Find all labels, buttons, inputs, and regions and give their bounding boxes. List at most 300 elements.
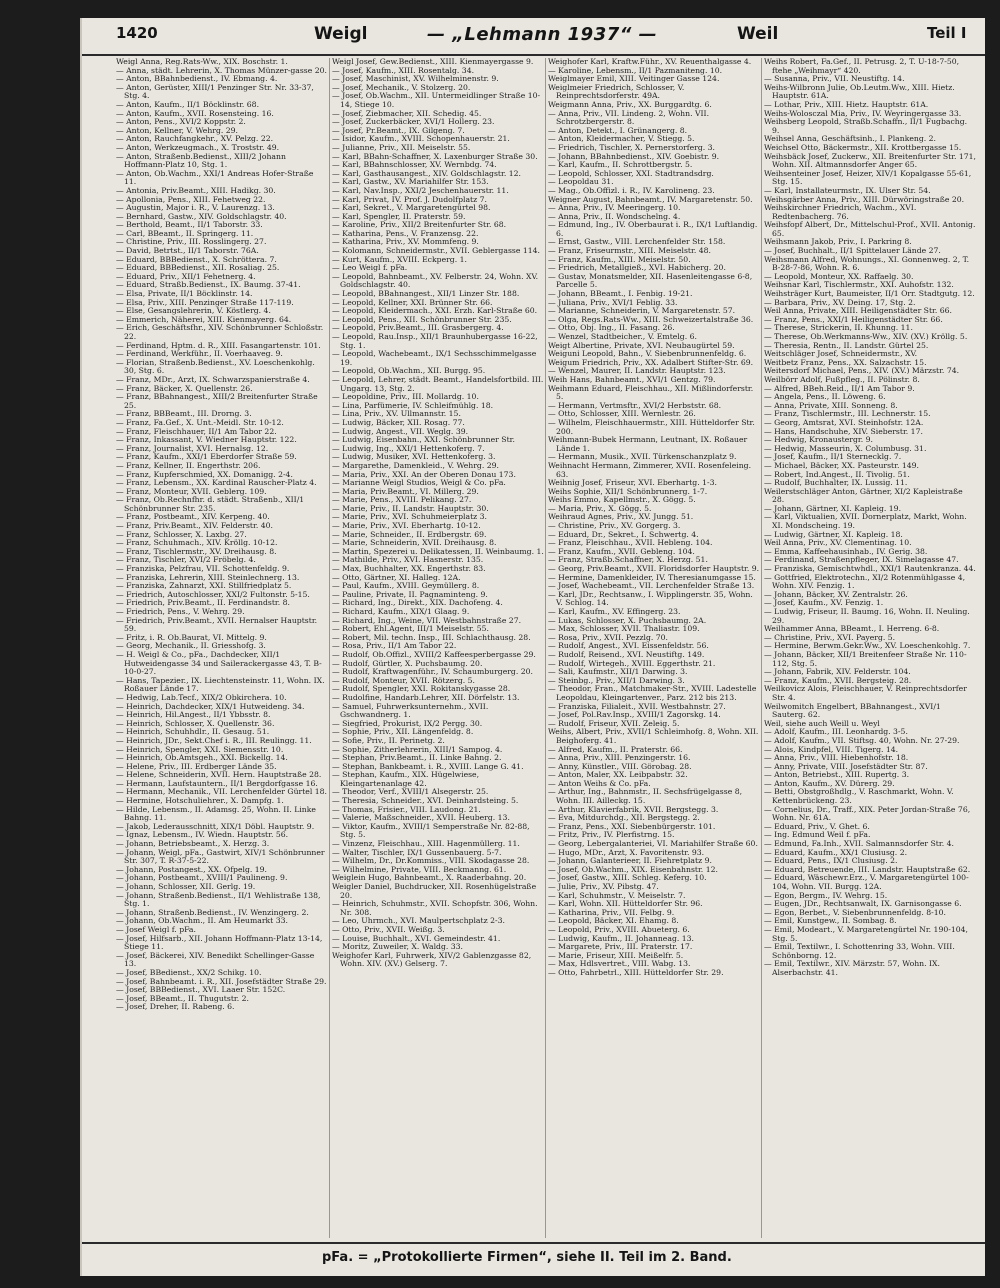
- directory-entry: — Ludwig, Kaufm., II. Johanneag. 13.: [548, 933, 694, 943]
- directory-entry: — Eduard, Pens., IX/1 Clusiusg. 2.: [764, 856, 898, 866]
- directory-entry: — Rudolf, Friseur, XVII. Zeleig. 5.: [548, 718, 680, 728]
- directory-entry: — Florian, Straßenb.Bedienst., XV. Loeschenkohlg. 30, Stg. 6.: [116, 357, 315, 376]
- directory-entry: — Alfred, BBeh.Reid., II/1 Am Tabor 9.: [764, 383, 915, 393]
- directory-entry: — Ferdinand, Hptm. d. R., XIII. Fasangartenstr. 101.: [116, 340, 321, 350]
- directory-entry: — Helene, Priv., III. Erdberger Lände 35.: [116, 761, 277, 771]
- directory-entry: — Josef, Wachebeamt., VII. Lerchenfelder Straße 13.: [548, 581, 755, 591]
- directory-entry: — Marie, Priv., XVI. Eberhartg. 10-12.: [332, 521, 481, 531]
- directory-entry: Weihmann-Bubek Hermann, Leutnant, IX. Roßauer Lände 1.: [548, 435, 748, 453]
- directory-entry: — Anna, Priv., IV. Meeringerg. 10.: [548, 203, 681, 213]
- directory-entry: — Anton, Werkzeugmach., X. Troststr. 49.: [116, 142, 280, 152]
- directory-entry: — Juliana, Priv., XVI/1 Feblig. 33.: [548, 297, 678, 307]
- directory-entry: — Friedrich, Autoschlosser, XXI/2 Fultonstr. 5-15.: [116, 589, 310, 599]
- directory-entry: — Ignaz, Lebensm., IV. Wiedn. Hauptstr. 56.: [116, 830, 289, 840]
- directory-entry: — Leopold, Ob.Wachm., XII. Burgg. 95.: [332, 366, 486, 376]
- directory-entry: — Hedwig, Masseurin, X. Columbusg. 31.: [764, 443, 927, 453]
- page-header: [82, 18, 985, 56]
- directory-entry: — Josef, Gastw., XIII. Schleg. Keferg. 10.: [548, 873, 707, 883]
- directory-entry: Weitschläger Josef, Schneidermstr., XV.: [764, 349, 918, 359]
- directory-entry: — Marianne, Schneiderin, V. Margaretenstr. 57.: [548, 306, 736, 316]
- directory-entry: — Ing. Edmund Weil f. pFa.: [764, 830, 871, 840]
- directory-entry: — Eduard, Wäschewr.Erz., V. Margaretengürtel 100-104, Wohn. VII. Burgg. 12A.: [764, 873, 969, 891]
- directory-entry: — Ludwig, Gärtner, XI. Kapleig. 18.: [764, 529, 903, 539]
- directory-entry: — Heinrich, Spengler, XXI. Siemensstr. 10.: [116, 744, 284, 754]
- directory-entry: — Franziska, Filialeit., XVII. Westbahnstr. 27.: [548, 701, 726, 711]
- directory-entry: — Franz, Pens., XXI. Siebenbürgerstr. 101.: [548, 821, 716, 831]
- directory-entry: — Theresia, Rentn., II. Landstr. Gürtel 25.: [764, 340, 929, 350]
- directory-entry: — Anton, Maler, XX. Leibpabstr. 32.: [548, 770, 688, 780]
- directory-entry: Weih Hans, Bahnbeamt., XVI/1 Gentzg. 79.: [548, 374, 716, 384]
- directory-entry: — Georg, Lebergalanteriei, VI. Mariahilfer Straße 60.: [548, 839, 758, 849]
- directory-entry: — Josef, Bahnbeamt. i. R., XII. Josefstädter Straße 29.: [116, 976, 327, 986]
- directory-entry: — Emmerich, Näherei, XIII. Kienmayerg. 64.: [116, 314, 292, 324]
- directory-entry: — Maria, Priv.Beamt., VI. Millerg. 29.: [332, 486, 479, 496]
- directory-entry: — Kolomann, Schneidermstr., XVII. Geblergasse 114.: [332, 246, 540, 256]
- directory-entry: Weihsbäck Josef, Zuckerw., XII. Breitenfurter Str. 171, Wohn. XII. Altmannsdorfer Anger 65.: [764, 151, 976, 170]
- directory-entry: — Max, Hdlsvertret., VIII. Wabg. 13.: [548, 959, 691, 969]
- directory-entry: — Louise, Buchhalt., XVI. Gemeindestr. 41.: [332, 933, 501, 943]
- directory-entry: — Gustav, Monatsmelder, XII. Hasenleitengasse 6-8, Parcelle 5.: [548, 271, 753, 290]
- directory-entry: — Christine, Priv., XVI. Payerg. 5.: [764, 632, 896, 642]
- directory-entry: — Elsa, Priv., XIII. Penzinger Straße 117-119.: [116, 297, 294, 307]
- directory-entry: — Johann, Postbeamt., XVIII/1 Paulineng. 9.: [116, 873, 288, 883]
- directory-entry: — Leopold, Kleidermach., XXI. Erzh. Karl-Straße 60.: [332, 306, 538, 316]
- directory-entry: — Anna, Private, XIII. Sonneng. 8.: [764, 400, 898, 410]
- directory-entry: Weil Anna, Priv., XV. Clementinag. 10.: [764, 538, 912, 548]
- directory-entry: — Margarete, Priv., III. Praterstr. 17.: [548, 942, 693, 952]
- directory-entry: — Katharina, Priv., VII. Felbg. 9.: [548, 907, 675, 917]
- directory-entry: — Anton, Kaufm., XVII. Rosensteing. 16.: [116, 108, 274, 118]
- directory-entry: — Alois, Kindpfel, VIII. Tigerg. 14.: [764, 744, 899, 754]
- directory-entry: — Franz, Kupferschmied, XX. Domanigg. 2-4.: [116, 469, 293, 479]
- directory-entry: — Anny, Private, VIII. Josefstädter Str. 87.: [764, 761, 928, 771]
- directory-entry: — Erich, Geschäftsfhr., XIV. Schönbrunner Schloßstr. 22.: [116, 323, 324, 341]
- directory-entry: — Rudolf, Monteur, XVII. Rötzerg. 5.: [332, 675, 476, 685]
- directory-entry: — Johann, Straßenb.Bedienst., II/1 Wehlistraße 138, Stg. 1.: [116, 890, 321, 909]
- directory-entry: — Adolf, Kaufm., VII. Stiftsg. 40, Wohn. Nr. 27-29.: [764, 735, 960, 745]
- directory-entry: — Johann, Gärtner, XI. Kapleig. 19.: [764, 503, 902, 513]
- directory-entry: — Marie, Schneider., II. Erdbergstr. 69.: [332, 529, 487, 539]
- directory-entry: — Franz, Journalist, XVI. Hernalsg. 12.: [116, 443, 269, 453]
- directory-entry: — Hermann, Musik., XVII. Türkenschanzplatz 9.: [548, 452, 737, 462]
- directory-entry: Weihmann Eduard, Fleischhau., XII. Mißlindorferstr. 5.: [548, 383, 754, 402]
- column-2: [332, 58, 544, 1238]
- directory-entry: — Barbara, Priv., XV. Deing. 17, Stg. 2.: [764, 297, 916, 307]
- directory-entry: Weihs, Albert, Priv., XVII/1 Schleimhofg. 8, Wohn. XII. Beighoferg. 41.: [548, 727, 759, 745]
- directory-entry: — Sali, Kaufmstr., XII/1 Darwing. 3.: [548, 667, 688, 677]
- directory-entry: — Katharina, Priv., XV. Mommfeng. 9.: [332, 237, 479, 247]
- directory-entry: — Ludwig, Ing., XXI/1 Hettenkoferg. 7.: [332, 443, 485, 453]
- directory-entry: — Anton, Kaufm., XV. Dürerg. 29.: [764, 778, 895, 788]
- directory-entry: — Leopold, Lehrer, städt. Beamt., Handelsfortbild. III. Ungarg. 13, Stg. 2.: [332, 374, 544, 393]
- directory-entry: — Sophie, Zitherlehrerin, XIII/1 Sampog. 4.: [332, 744, 503, 754]
- directory-entry: Weiglmeier Friedrich, Schlosser, V. Reinprechtsdorferstr. 49A.: [548, 82, 685, 101]
- directory-entry: — Ferdinand, Straßenpfleger, IX. Simelagasse 47.: [764, 555, 959, 565]
- directory-entry: — Stephan, Priv.Beamt., II. Linke Bahng. 2.: [332, 753, 502, 763]
- directory-entry: — Vinzenz, Fleischhau., XIII. Hagenmüllerg. 11.: [332, 839, 520, 849]
- directory-entry: Weihs Sophie, XII/1 Schönbrunnerg. 1-7.: [548, 486, 708, 496]
- directory-entry: — Eduard, Priv., XII/1 Fehetnerg. 4.: [116, 271, 256, 281]
- directory-entry: — Olga, Regs.Rats-Ww., XIII. Schweizertalstraße 36.: [548, 314, 754, 324]
- directory-entry: — Katharina, Pens., V. Franzensg. 22.: [332, 228, 479, 238]
- directory-entry: — Richard, Ing., Direkt., XIX. Dachofeng. 4.: [332, 598, 503, 608]
- directory-entry: — Edmund, Ing., IV. Oberbaurat i. R., IX/1 Luftlandig. 6.: [548, 220, 758, 238]
- directory-entry: Weilbörr Adolf, Fußpfleg., II. Pölinstr. 8.: [764, 374, 920, 384]
- directory-entry: — Leo, Uhrmch., XVI. Maulpertschplatz 2-3.: [332, 916, 505, 926]
- directory-entry: — Eduard, Straßb.Bedienst., IX. Baumg. 37-41.: [116, 280, 301, 290]
- directory-entry: — Franz, Fa.Gef., X. Unt.-Meidl. Str. 10-12.: [116, 417, 284, 427]
- directory-entry: — Johann, Fabrik, XIV. Felderstr. 104.: [764, 667, 911, 677]
- directory-entry: — Rudolf, Ob.Offizl., XVIII/2 Kaffeesperbergasse 29.: [332, 649, 536, 659]
- directory-entry: Weighofer Karl, Kraftw.Führ., XV. Reuenthalgasse 4.: [548, 58, 752, 66]
- directory-entry: — Viktor, Kaufm., XVIII/1 Semperstraße Nr. 82-88, Stg. 5.: [332, 821, 530, 840]
- directory-entry: — Arthur, Ing., Bahnmstr., II. Sechsfrügelgasse 8, Wohn. III. Ailleckg. 15.: [548, 787, 743, 806]
- directory-entry: — Robert, Ind.Angest., II. Tivolig. 51.: [764, 469, 910, 479]
- directory-entry: Weihsfopf Albert, Dr., Mittelschul-Prof., XVII. Antonig. 65.: [764, 220, 976, 238]
- directory-entry: — Leopold, Priv., XVIII. Abueterg. 6.: [548, 924, 690, 934]
- directory-entry: — Eduard, Dr., Sekret., I. Schwertg. 4.: [548, 529, 699, 539]
- directory-entry: — Marianne Weigl Studios, Weigl & Co. pFa.: [332, 478, 506, 488]
- directory-entry: Weihskirchner Friedrich, Wachm., XVI. Redtenbacherg. 76.: [764, 203, 917, 221]
- directory-entry: — Anna, Priv., VII. Lindeng. 2, Wohn. VII. Schrotzbergerstr. 8.: [548, 108, 710, 127]
- directory-entry: — Karl, Kaufm., II. Schrottbergstr. 5.: [548, 160, 693, 170]
- directory-entry: — Marie, Priv., XVI. Schuhmeierplatz 3.: [332, 512, 487, 522]
- directory-entry: — Karl, BBahnschlosser, XV. Wernbdg. 74.: [332, 160, 497, 170]
- directory-entry: — Ludwig, Musiker, XVI. Hettenkoferg. 3.: [332, 452, 496, 462]
- directory-entry: — Hedwig, Lab.Tecf., XIX/2 Obkirchera. 10.: [116, 692, 287, 702]
- directory-entry: — Ludwig, Friseur, II. Baumg. 16, Wohn. II. Neuling. 29.: [764, 607, 970, 625]
- directory-entry: — Heinrich, JDr., Sekt.Chef i. R., III. Reulingg. 11.: [116, 735, 312, 745]
- directory-entry: — Arthur, Klavierfabrik, XVII. Bergstegg. 3.: [548, 804, 719, 814]
- directory-entry: — Franz, Inkassant, V. Wiedner Hauptstr. 122.: [116, 435, 297, 445]
- directory-entry: — Wenzel, Maurer, II. Landstr. Hauptstr. 123.: [548, 366, 726, 376]
- directory-entry: — Anna, Priv., VIII. Hiebenhofstr. 18.: [764, 753, 909, 763]
- directory-entry: — Heinrich, Schuhmstr., XVII. Schopfstr. 306, Wohn. Nr. 308.: [332, 899, 538, 917]
- directory-entry: — Anton, BBahnbedienst., IV. Ebmang. 4.: [116, 74, 278, 84]
- directory-entry: — Anna, Priv., XIII. Penzingerstr. 16.: [548, 753, 691, 763]
- directory-entry: — Anton, Kaufm., II/1 Böcklinstr. 68.: [116, 99, 260, 109]
- directory-entry: Weihnig Josef, Friseur, XVI. Eberhartg. 1-3.: [548, 478, 717, 488]
- directory-entry: — Franz, Fleischhau., XVII. Hebleng. 104.: [548, 538, 713, 548]
- directory-entry: — Marie, Schneiderin, XVII. Dreihausg. 8.: [332, 538, 497, 548]
- directory-entry: — Franz, Kaufm., XVII. Gebleng. 104.: [548, 546, 695, 556]
- directory-entry: — Franz, Bäcker, X. Quellenstr. 26.: [116, 383, 253, 393]
- directory-entry: — Isidor, Kaufm., XVIII. Schopenhauerstr. 21.: [332, 134, 510, 144]
- directory-entry: — Paul, Kaufm., XVIII. Geymüllerg. 8.: [332, 581, 480, 591]
- directory-entry: Weigl Anna, Reg.Rats-Ww., XIX. Boschstr. 1.: [116, 58, 288, 66]
- directory-entry: — Anna, Priv., II. Wondschelng. 4.: [548, 211, 681, 221]
- directory-entry: — Theresia, Schneider., XVI. Deinhardsteing. 5.: [332, 796, 519, 806]
- directory-entry: — Rudolf, Spengler, XXI. Rokitanskygasse 28.: [332, 684, 511, 694]
- directory-entry: — Franz, Friseurmstr., XIII. Meiselstr. 48.: [548, 246, 711, 256]
- directory-entry: — Leopold, Rau.Insp., XII/1 Braunhubergasse 16-22, Stg. 1.: [332, 332, 538, 350]
- directory-entry: — Wilhelmine, Private, VIII. Beckmanng. 61.: [332, 864, 507, 874]
- directory-entry: — Max, Buchhalter, XX. Engerthstr. 83.: [332, 564, 486, 574]
- directory-entry: — Ludwig, Bäcker, XII. Rosag. 77.: [332, 417, 465, 427]
- directory-entry: — Johann, Postangest., XX. Ofpelg. 19.: [116, 864, 268, 874]
- directory-entry: — Karoline, Priv., XII/2 Breitenfurter Str. 68.: [332, 220, 507, 230]
- directory-entry: — Otto, Obj. Ing., II. Fasang. 26.: [548, 323, 675, 333]
- directory-entry: — Josef, Pr.Beamt., IX. Gilgeng. 7.: [332, 125, 465, 135]
- directory-entry: — Franziska, Zahnarzt, XXI. Stillfriedplatz 5.: [116, 581, 292, 591]
- column-4: [764, 58, 976, 1238]
- directory-entry: — Josef, Mechanik., V. Stolzerg. 20.: [332, 82, 471, 92]
- directory-entry: — Marie, Priv., II. Landstr. Hauptstr. 30.: [332, 503, 489, 513]
- directory-entry: — Anton, Detekt., I. Grünangerg. 8.: [548, 125, 688, 135]
- directory-entry: — Friedrich, Metallgieß., XVI. Habicherg. 20.: [548, 263, 726, 273]
- directory-entry: — Julianne, Priv., XII. Meiselstr. 55.: [332, 142, 471, 152]
- directory-entry: Weihsel Anna, Geschäftsinh., I. Plankeng. 2.: [764, 134, 936, 144]
- directory-entry: — Anton, Kleidermacher, V. Stiegg. 5.: [548, 134, 695, 144]
- directory-entry: — Franziska, Lehrerin, XIII. Steinlechnerg. 13.: [116, 572, 300, 582]
- directory-page: [80, 18, 985, 1276]
- directory-entry: — Franz, Kaufm., XVII. Bergsteig. 28.: [764, 675, 912, 685]
- directory-entry: — Maria, Priv., X. Gögg. 5.: [548, 503, 652, 513]
- directory-entry: — Anna, städt. Lehrerin, X. Thomas Münzer-gasse 20.: [116, 65, 327, 75]
- directory-entry: Weilkovicz Alois, Fleischhauer, V. Reinprechtsdorfer Str. 4.: [764, 684, 967, 702]
- directory-entry: — Rudolf, Angest., XVI. Eissenfeldstr. 56.: [548, 641, 709, 651]
- directory-entry: — Marie, Pens., XVIII. Pelikang. 27.: [332, 495, 472, 505]
- directory-entry: — Alfred, Kaufm., II. Praterstr. 66.: [548, 744, 683, 754]
- directory-entry: Weigner August, Bahnbeamt., IV. Margaretenstr. 50.: [548, 194, 753, 204]
- directory-entry: — Johann, Galanterieer, II. Fiehretplatz 9.: [548, 856, 712, 866]
- directory-entry: — Josef, Bäckerei, XIV. Benedikt Schellinger-Gasse 13.: [116, 950, 315, 969]
- directory-entry: — Mathilde, Priv., XVI. Hasnerstr. 135.: [332, 555, 484, 565]
- directory-entry: — Jakob, Lederausschnitt, XIX/1 Döbl. Hauptstr. 9.: [116, 821, 315, 831]
- directory-entry: — Leopold, Wachebeamt., IX/1 Sechsschimmelgasse 19.: [332, 349, 537, 367]
- directory-entry: — Franz, Straßb.Schaffner, X. Herzg. 51.: [548, 555, 708, 565]
- directory-entry: — Ludwig, Eisenbahn., XXI. Schönbrunner Str.: [332, 435, 515, 445]
- directory-entry: — Franz, MDr., Arzt, IX. Schwarzspanierstraße 4.: [116, 374, 310, 384]
- directory-entry: — Franz, Pens., XXI/1 Heiligenstädter Str. 66.: [764, 314, 943, 324]
- directory-entry: — Christine, Priv., XV. Gorgerg. 3.: [548, 521, 681, 531]
- directory-entry: Weihs-Wilbronn Julie, Ob.Leutm.Ww., XIII. Hietz. Hauptstr. 61A.: [764, 82, 955, 101]
- directory-entry: — Bernhard, Gastw., XIV. Goldschlagstr. 40.: [116, 211, 287, 221]
- directory-entry: — Leopold, Kellner, XXI. Brünner Str. 66.: [332, 297, 493, 307]
- directory-entry: — Josef, BBedienst., XX/2 Schikg. 10.: [116, 967, 262, 977]
- directory-entry: — Karl, Wohn. XII. Hütteldorfer Str. 96.: [548, 899, 703, 909]
- directory-entry: — Fritz, i. R. Ob.Baurat, VI. Mittelg. 9.: [116, 632, 267, 642]
- directory-entry: — Leopoldine, Priv., III. Mollardg. 10.: [332, 392, 479, 402]
- directory-title: — „Lehmann 1937“ —: [427, 24, 658, 45]
- directory-entry: — Leopold, Monteur, XX. Raffaelg. 30.: [764, 271, 914, 281]
- directory-entry: Weilwomitch Engelbert, BBahnangest., XVI/1 Sauterg. 62.: [764, 701, 941, 720]
- directory-entry: — Friedrich, Priv.Beamt., II. Ferdinandstr. 8.: [116, 598, 290, 608]
- directory-entry: — Michael, Bäcker, XX. Pasteurstr. 149.: [764, 460, 919, 470]
- directory-entry: — Angela, Pens., II. Löweng. 6.: [764, 392, 886, 402]
- directory-entry: Weiguni Leopold, Bahn., V. Siebenbrunnenfeldg. 6.: [548, 349, 747, 359]
- directory-entry: — Richard, Kaufm., XIX/1 Glaag. 9.: [332, 607, 470, 616]
- directory-entry: — Hermine, Hotschuliehrer., X. Dampfg. 1.: [116, 796, 284, 806]
- directory-entry: — Josef, Zuckerbäcker, XVI/1 Hollerg. 23.: [332, 117, 495, 127]
- directory-entry: — Anton, Kellner, V. Wehrg. 29.: [116, 125, 238, 135]
- directory-entry: — Otto, Schlosser, XIII. Wernlestr. 26.: [548, 409, 696, 419]
- directory-entry: — Fritz, Priv., IV. Plerfistrng. 15.: [548, 830, 675, 840]
- directory-entry: Weigmann Anna, Priv., XX. Burggardtg. 6.: [548, 99, 712, 109]
- directory-entry: — Eduard, Betreuende, III. Landstr. Hauptstraße 62.: [764, 864, 971, 874]
- directory-entry: — Friedrich, Priv.Beamt., XVII. Hernalser Hauptstr. 59.: [116, 615, 318, 634]
- directory-entry: Weil, siehe auch Weill u. Weyl: [764, 718, 880, 728]
- right-running-head: Weil: [737, 24, 779, 44]
- directory-entry: — Otto, Fahrbetrl., XIII. Hütteldorfer Str. 29.: [548, 967, 724, 977]
- directory-entry: — Johann, Bäcker, XII/1 Breitenfeer Straße Nr. 110-112, Stg. 5.: [764, 649, 967, 668]
- directory-entry: — Wilhelm, Fleischhauermstr., XIII. Hütteldorfer Str. 200.: [548, 417, 755, 436]
- directory-entry: — Hermann, Laufstauntern., II/1 Bergdorfgasse 16.: [116, 778, 318, 788]
- directory-entry: — Eduard, BBBedienst., XII. Rosaliag. 25.: [116, 263, 280, 273]
- directory-entry: — Berthold, Beamt., II/1 Taborstr. 33.: [116, 220, 263, 230]
- directory-entry: — Georg, Mechanik., II. Griesshofg. 3.: [116, 641, 266, 651]
- directory-entry: — Emma, Kaffeehausinhab., IV. Gerig. 38.: [764, 546, 928, 556]
- directory-entry: — Josef, Ob.Wachm., XIX. Eisenbahnstr. 12.: [548, 864, 718, 874]
- directory-entry: — Josef, Pol.Rav.Insp., XVIII/1 Zagorskg. 14.: [548, 710, 721, 720]
- directory-entry: — Hilde, Lebensm., II. Adamsg. 25, Wohn. II. Linke Bahng. 11.: [116, 804, 316, 823]
- directory-entry: Weihnacht Hermann, Zimmerer, XVII. Rosenfeleing. 63.: [548, 460, 752, 479]
- directory-entry: Weihs Robert, Fa.Gef., II. Petrusg. 2, T. U-18-7-50, ftehe „Weihmayr“ 420.: [764, 58, 960, 75]
- directory-entry: — Anton, Straßenb.Bedienst., XIII/2 Johann Hoffmann-Platz 10, Stg. 1.: [116, 151, 286, 170]
- directory-entry: — Theodor, Verf., XVIII/1 Alsegerstr. 25.: [332, 787, 489, 797]
- directory-entry: Weigl Josef, Gew.Bedienst., XIII. Kienmayergasse 9.: [332, 58, 534, 66]
- directory-entry: — Josef, Ob.Wachm., XII. Untermeidlinger Straße 10-14, Stiege 10.: [332, 91, 541, 109]
- directory-entry: — Josef, Maschinist, XV. Wilhelminenstr. 9.: [332, 74, 499, 84]
- directory-entry: — Karl, Viktualien, XVII. Dornerplatz, Markt, Wohn. XI. Mondscheing. 19.: [764, 512, 967, 531]
- directory-entry: — Karl, Spengler, II. Praterstr. 59.: [332, 211, 466, 221]
- directory-entry: — Franz, Priv.Beamt., XIV. Felderstr. 40.: [116, 521, 273, 531]
- column-divider: [761, 58, 762, 1238]
- directory-entry: Weiglein Hugo, Bahnbeamt., X. Raaderbahng. 20.: [332, 873, 527, 883]
- page-footer: [82, 1242, 985, 1274]
- directory-entry: — Johann, Bäcker, XV. Zentralstr. 26.: [764, 589, 908, 599]
- directory-entry: — Adolf, Kaufm., III. Leonhardg. 3-5.: [764, 727, 908, 737]
- directory-entry: — Wilhelm, Dr., Dr.Kommiss., VIII. Skodagasse 28.: [332, 856, 530, 866]
- directory-entry: Weihsberg Leopold, Straßb.Schaffn., II/1 Fugbachg. 9.: [764, 117, 968, 135]
- directory-entry: — Thomas, Frisier., VIII. Laudong. 21.: [332, 804, 481, 814]
- directory-entry: — Anton Weihs & Co. pFa.: [548, 778, 651, 788]
- directory-entry: Weihsgärber Anna, Priv., XIII. Dürwöringstraße 20.: [764, 194, 965, 204]
- directory-entry: — Johann, Schlosser, XII. Gerlg. 19.: [116, 882, 256, 891]
- directory-entry: — Cornelius, Dr., Traff., XIX. Peter Jordan-Straße 76, Wohn. Nr. 61A.: [764, 804, 971, 823]
- directory-entry: Weiglmayer Emil, XIII. Veitinger Gasse 124.: [548, 74, 720, 84]
- directory-entry: — Julie, Priv., XV. Pibstg. 47.: [548, 882, 659, 891]
- directory-entry: — Elsa, Private, II/1 Böcklinstr. 14.: [116, 289, 253, 299]
- directory-entry: Weilhammer Anna, BBeamt., I. Herreng. 6-8.: [764, 624, 940, 634]
- directory-entry: — Emil, Textilwr., I. Schottenring 33, Wohn. VIII. Schönborng. 12.: [764, 942, 955, 960]
- directory-entry: — Karl, Gastw., XV. Mariahilfer Str. 153.: [332, 177, 489, 187]
- directory-entry: — Emil, Textilwr., XIV. Märzstr. 57, Wohn. IX. Alserbachstr. 41.: [764, 959, 940, 977]
- directory-entry: — Anton, Rauchfangkehr., XV. Pelzg. 22.: [116, 134, 274, 144]
- directory-entry: — Leopold, Pens., XII. Schönbrunner Str. 235.: [332, 314, 512, 324]
- directory-entry: — Else, Gesangslehrerin, V. Köstlerg. 4.: [116, 306, 271, 316]
- directory-entry: — Johann, Weigl, pFa., Gastwirt, XIV/1 Schönbrunner Str. 307, T. R-37-5-22.: [116, 847, 325, 866]
- directory-entry: Weitbetz Franz, Pens., XX. Salzachstr. 15.: [764, 357, 927, 367]
- directory-entry: — Leopold, BBahnangest., XII/1 Linzer Str. 188.: [332, 289, 520, 299]
- directory-entry: — Margarethe, Damenkleid., V. Wehrg. 29.: [332, 460, 499, 470]
- directory-entry: — Josef, Hilfsarb., XII. Johann Hoffmann-Platz 13-14, Stiege 11.: [116, 933, 323, 952]
- directory-entry: — Anny, Künstler., VIII. Görobag. 28.: [548, 761, 692, 771]
- directory-entry: — Emil, Kunstgew., II. Sombag. 8.: [764, 916, 897, 926]
- directory-entry: — Franz, Postbeamt., XIV. Kerpeng. 40.: [116, 512, 270, 522]
- directory-entry: — Martin, Spezerei u. Delikatessen, II. Weinbaumg. 1.: [332, 546, 544, 556]
- directory-entry: — Stephan, Bankbeamt. i. R., XVIII. Lange G. 41.: [332, 761, 524, 771]
- directory-entry: Weihraud Agnes, Priv., XV. Jungg. 51.: [548, 512, 694, 522]
- directory-entry: — Therese, Ob.Werkmanns-Ww., XIV. (XV.) Kröllg. 5.: [764, 332, 968, 341]
- directory-entry: — Anton, Ob.Wachm., XXI/1 Andreas Hofer-Straße 11.: [116, 168, 314, 187]
- directory-entry: — Rudolf, Reisend., XVI. Neustiftg. 149.: [548, 649, 705, 659]
- directory-entry: — Therese, Strickerin, II. Khunng. 11.: [764, 323, 913, 333]
- part-label: Teil I: [927, 24, 967, 42]
- directory-entry: — Franz, Fleischhauer, II/1 Am Tabor 22.: [116, 426, 277, 436]
- directory-entry: — Hermine, Berwm.Gekr.Ww., XV. Loeschenkohlg. 7.: [764, 641, 971, 651]
- directory-entry: Weihs Emmo, Kapellmstr., X. Gögg. 5.: [548, 495, 696, 505]
- directory-entry: — Franz, Tischlermstr., XV. Dreihausg. 8.: [116, 546, 277, 556]
- directory-entry: — Anton, Pens., XVI/2 Koppstr. 2.: [116, 117, 246, 127]
- directory-entry: — Karl, Sekret., V. Margaretengürtel 98.: [332, 203, 491, 213]
- directory-entry: — Eugen, JDr., Rechtsanwalt, IX. Garnisongasse 6.: [764, 899, 962, 909]
- directory-entry: — Franziska, Gemischtwhdl., XXI/1 Rautenkranza. 44.: [764, 564, 976, 574]
- directory-entry: — Hermann, Vertmsftr., XVI/2 Herbststr. 68.: [548, 400, 722, 410]
- directory-entry: — Christine, Priv., III. Rosslingerg. 27.: [116, 237, 267, 247]
- directory-entry: — Hugo, MDr., Arzt, X. Favoritenstr. 93.: [548, 847, 705, 857]
- directory-entry: — Moritz, Zuweiler, X. Waldg. 33.: [332, 942, 463, 952]
- directory-entry: — Helene, Schneiderin, XVII. Hern. Hauptstraße 28.: [116, 770, 322, 780]
- directory-entry: — Karl, Nav.Insp., XXI/2 Jeschenhauerstr. 11.: [332, 185, 509, 195]
- directory-entry: — Leopold, Schlosser, XXI. Stadtrandsdrg.: [548, 168, 714, 178]
- directory-entry: — Augustin, Major i. R., V. Laurenzg. 13.: [116, 203, 275, 213]
- directory-entry: Weigt Albertine, Private, XVI. Neubaugürtel 59.: [548, 340, 735, 350]
- directory-entry: — Rosa, Priv., XVII. Pezzlg. 70.: [548, 632, 668, 642]
- directory-entry: Weihsmann Jakob, Priv., I. Parkring 8.: [764, 237, 912, 247]
- directory-entry: — Maria, Priv., XXI. An der Oberen Donau 173.: [332, 469, 516, 479]
- directory-entry: — Kurt, Kaufm., XVIII. Eckperg. 1.: [332, 254, 467, 264]
- directory-entry: — Otto, Priv., XVII. Weißg. 3.: [332, 924, 445, 934]
- directory-entry: — Karl, Gasthausangest., XIV. Goldschlagstr. 12.: [332, 168, 521, 178]
- directory-entry: — Hans, Tapezier., IX. Liechtensteinstr. 11, Wohn. IX. Roßauer Lände 17.: [116, 675, 325, 694]
- directory-entry: — Rudolfine, Handarb.Lehrer, XII. Dörfelstr. 13.: [332, 692, 520, 702]
- left-running-head: Weigl: [314, 24, 368, 44]
- directory-entry: — Karoline, Lebensm., II/1 Pazmaniteng. 10.: [548, 65, 723, 75]
- directory-entry: — Rudolf, Wirtegeh., XVIII. Eggerthstr. 21.: [548, 658, 716, 668]
- directory-entry: — Heinrich, Schuhhdlr., II. Gesaug. 51.: [116, 727, 270, 737]
- directory-entry: — Friedrich, Tischler, X. Pernerstorferg. 3.: [548, 142, 715, 152]
- directory-entry: — Franz, BBahnangest., XIII/2 Breitenfurter Straße 25.: [116, 392, 318, 410]
- directory-entry: — Lina, Parfümerie, IV. Schleifmühlg. 18.: [332, 400, 494, 410]
- directory-entry: — Siegfried, Prokurist, IX/2 Pergg. 30.: [332, 718, 483, 728]
- directory-entry: Weighofer Karl, Fuhrwerk, XIV/2 Gablenzgasse 82, Wohn. XIV. (XV.) Gelserg. 7.: [332, 950, 532, 969]
- directory-entry: — Ernst, Gastw., VIII. Lerchenfelder Str. 158.: [548, 237, 726, 247]
- directory-entry: — Heinrich, Schlosser, X. Quellenstr. 36.: [116, 718, 275, 728]
- directory-entry: — Heinrich, Hil.Angest., II/1 Ybbsstr. 8.: [116, 710, 271, 720]
- directory-entry: — Franz, Monteur, XVII. Geblerg. 109.: [116, 486, 267, 496]
- directory-entry: — Lukas, Schlosser, X. Puchsbaumg. 2A.: [548, 615, 707, 625]
- directory-entry: Weilerstschläger Anton, Gärtner, XI/2 Kapleistraße 28.: [764, 486, 963, 505]
- directory-entry: — Leo Weigl f. pFa.: [332, 263, 408, 273]
- directory-entry: — Susanna, Priv., VII. Neustiftg. 14.: [764, 74, 905, 84]
- directory-entry: — Pauline, Private, II. Pagnaminteng. 9.: [332, 589, 488, 599]
- directory-entry: — Marie, Friseur, XIII. Meißelfr. 5.: [548, 950, 684, 960]
- directory-entry: — Walter, Tischler, IX/1 Gussenbauerg. 5-7.: [332, 847, 502, 857]
- directory-entry: — Josef, Kaufm., XIII. Rosentalg. 34.: [332, 65, 475, 75]
- directory-entry: — Eduard, BBBedienst., X. Schröttera. 7.: [116, 254, 277, 264]
- directory-entry: — Franz, Kaufm., XIII. Meiselstr. 50.: [548, 254, 691, 264]
- directory-entry: — Rudolf, Gürtler, X. Puchsbaumg. 20.: [332, 658, 483, 668]
- directory-entry: Weihsnar Karl, Tischlermstr., XXI. Auhofstr. 132.: [764, 280, 954, 290]
- directory-entry: Weihs-Wolosczal Mia, Priv., IV. Weyringergasse 33.: [764, 108, 962, 118]
- directory-entry: — Edmund, Fa.Inh., XVII. Salmannsdorfer Str. 4.: [764, 839, 954, 849]
- directory-entry: Weitersdorf Michael, Pens., XIV. (XV.) Märzstr. 74.: [764, 366, 960, 376]
- directory-entry: — Heinrich, Ob.Amtsgeh., XXI. Bickellg. 14.: [116, 753, 288, 763]
- directory-entry: — Rosa, Priv., II/1 Am Tabor 22.: [332, 641, 457, 651]
- column-divider: [329, 58, 330, 1238]
- directory-entry: — Ludwig, Angest., VII. Weglg. 39.: [332, 426, 469, 436]
